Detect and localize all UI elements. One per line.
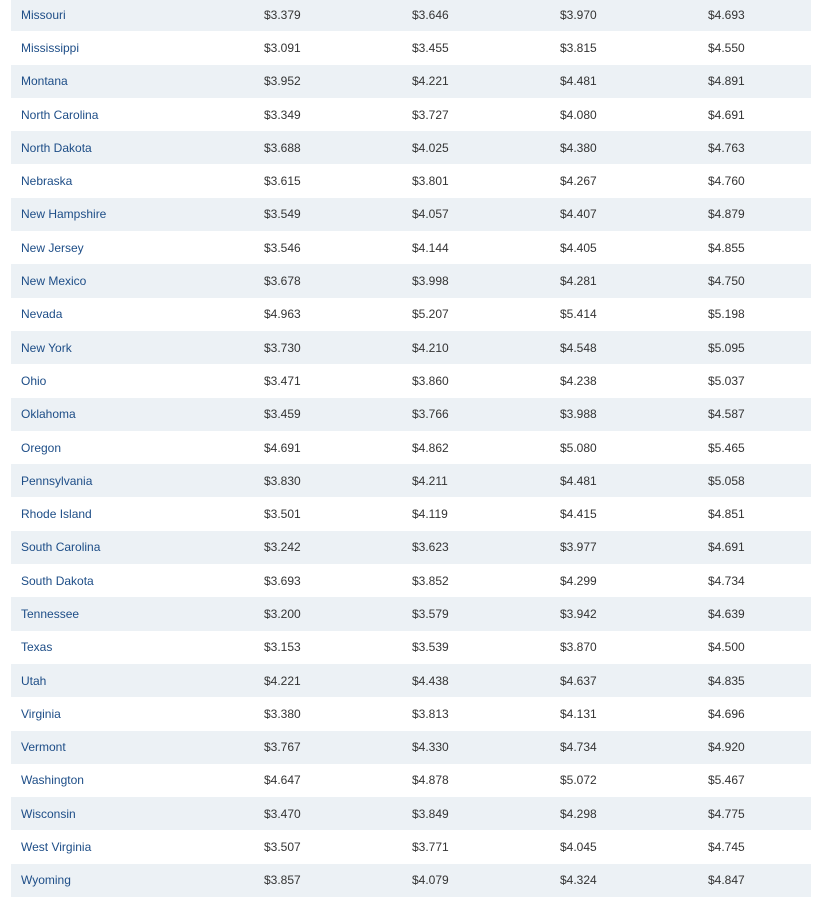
price-cell: $4.847 — [708, 873, 745, 888]
price-cell: $4.763 — [708, 140, 745, 155]
state-link[interactable]: Nebraska — [21, 174, 73, 189]
price-cell: $5.414 — [560, 307, 597, 322]
price-cell: $4.438 — [412, 673, 449, 688]
state-link[interactable]: Mississippi — [21, 40, 80, 55]
price-cell: $4.637 — [560, 673, 597, 688]
state-link[interactable]: North Dakota — [21, 140, 92, 155]
table-row — [11, 264, 811, 297]
price-cell: $4.851 — [708, 507, 745, 522]
table-row — [11, 597, 811, 630]
price-cell: $3.767 — [264, 740, 301, 755]
table-row — [11, 764, 811, 797]
price-cell: $3.349 — [264, 107, 301, 122]
price-cell: $4.079 — [412, 873, 449, 888]
price-cell: $3.970 — [560, 7, 597, 22]
price-cell: $4.481 — [560, 74, 597, 89]
price-cell: $3.539 — [412, 640, 449, 655]
price-cell: $3.952 — [264, 74, 301, 89]
price-cell: $4.734 — [708, 573, 745, 588]
price-cell: $4.045 — [560, 840, 597, 855]
price-cell: $3.860 — [412, 373, 449, 388]
state-link[interactable]: Virginia — [21, 706, 61, 721]
state-link[interactable]: Montana — [21, 74, 68, 89]
price-cell: $3.546 — [264, 240, 301, 255]
price-cell: $3.579 — [412, 606, 449, 621]
price-cell: $4.221 — [412, 74, 449, 89]
price-cell: $3.242 — [264, 540, 301, 555]
price-cell: $4.415 — [560, 507, 597, 522]
price-cell: $4.920 — [708, 740, 745, 755]
price-cell: $4.131 — [560, 706, 597, 721]
price-cell: $3.801 — [412, 174, 449, 189]
price-cell: $3.615 — [264, 174, 301, 189]
price-cell: $5.465 — [708, 440, 745, 455]
state-link[interactable]: New York — [21, 340, 72, 355]
price-cell: $3.849 — [412, 806, 449, 821]
price-cell: $4.639 — [708, 606, 745, 621]
state-link[interactable]: Oregon — [21, 440, 62, 455]
table-row — [11, 631, 811, 664]
price-cell: $4.025 — [412, 140, 449, 155]
price-cell: $3.988 — [560, 407, 597, 422]
price-cell: $5.058 — [708, 473, 745, 488]
price-cell: $3.830 — [264, 473, 301, 488]
state-link[interactable]: Ohio — [21, 373, 47, 388]
state-link[interactable]: Utah — [21, 673, 47, 688]
price-cell: $4.879 — [708, 207, 745, 222]
state-link[interactable]: Wisconsin — [21, 806, 76, 821]
price-cell: $3.459 — [264, 407, 301, 422]
price-cell: $3.942 — [560, 606, 597, 621]
state-link[interactable]: Washington — [21, 773, 84, 788]
table-row — [11, 198, 811, 231]
price-cell: $4.745 — [708, 840, 745, 855]
price-cell: $3.771 — [412, 840, 449, 855]
price-cell: $3.730 — [264, 340, 301, 355]
table-row — [11, 231, 811, 264]
price-cell: $4.878 — [412, 773, 449, 788]
price-cell: $5.207 — [412, 307, 449, 322]
price-cell: $4.691 — [708, 540, 745, 555]
state-link[interactable]: Nevada — [21, 307, 63, 322]
price-cell: $4.405 — [560, 240, 597, 255]
price-cell: $3.549 — [264, 207, 301, 222]
state-link[interactable]: West Virginia — [21, 840, 92, 855]
price-cell: $3.379 — [264, 7, 301, 22]
price-cell: $4.080 — [560, 107, 597, 122]
table-row — [11, 31, 811, 64]
price-cell: $3.852 — [412, 573, 449, 588]
price-cell: $4.221 — [264, 673, 301, 688]
price-cell: $5.467 — [708, 773, 745, 788]
price-cell: $4.734 — [560, 740, 597, 755]
price-cell: $3.678 — [264, 274, 301, 289]
price-cell: $4.775 — [708, 806, 745, 821]
table-row — [11, 864, 811, 897]
price-cell: $3.455 — [412, 40, 449, 55]
price-cell: $4.324 — [560, 873, 597, 888]
price-cell: $4.891 — [708, 74, 745, 89]
price-cell: $3.688 — [264, 140, 301, 155]
state-link[interactable]: Vermont — [21, 740, 66, 755]
table-row — [11, 664, 811, 697]
table-body — [11, 0, 811, 897]
state-link[interactable]: New Mexico — [21, 274, 87, 289]
price-cell: $4.281 — [560, 274, 597, 289]
price-cell: $5.198 — [708, 307, 745, 322]
price-cell: $3.380 — [264, 706, 301, 721]
price-cell: $3.091 — [264, 40, 301, 55]
price-cell: $3.501 — [264, 507, 301, 522]
price-cell: $4.691 — [264, 440, 301, 455]
price-cell: $4.330 — [412, 740, 449, 755]
price-cell: $4.298 — [560, 806, 597, 821]
price-cell: $4.587 — [708, 407, 745, 422]
price-cell: $3.857 — [264, 873, 301, 888]
price-cell: $3.998 — [412, 274, 449, 289]
price-cell: $4.144 — [412, 240, 449, 255]
price-cell: $3.646 — [412, 7, 449, 22]
state-link[interactable]: South Dakota — [21, 573, 94, 588]
table-row — [11, 98, 811, 131]
state-link[interactable]: Texas — [21, 640, 53, 655]
state-link[interactable]: Wyoming — [21, 873, 71, 888]
table-row — [11, 298, 811, 331]
table-row — [11, 697, 811, 730]
price-cell: $4.548 — [560, 340, 597, 355]
price-cell: $4.550 — [708, 40, 745, 55]
gas-prices-table — [11, 0, 811, 897]
table-row — [11, 131, 811, 164]
state-link[interactable]: Oklahoma — [21, 407, 76, 422]
table-row — [11, 731, 811, 764]
price-cell: $3.470 — [264, 806, 301, 821]
price-cell: $4.691 — [708, 107, 745, 122]
table-row — [11, 464, 811, 497]
price-cell: $4.267 — [560, 174, 597, 189]
price-cell: $4.057 — [412, 207, 449, 222]
state-link[interactable]: Missouri — [21, 7, 66, 22]
price-cell: $4.299 — [560, 573, 597, 588]
price-cell: $4.500 — [708, 640, 745, 655]
state-link[interactable]: Tennessee — [21, 606, 80, 621]
price-cell: $3.507 — [264, 840, 301, 855]
price-cell: $4.647 — [264, 773, 301, 788]
state-link[interactable]: South Carolina — [21, 540, 101, 555]
price-cell: $4.481 — [560, 473, 597, 488]
price-cell: $3.623 — [412, 540, 449, 555]
price-cell: $4.210 — [412, 340, 449, 355]
price-cell: $3.815 — [560, 40, 597, 55]
price-cell: $5.072 — [560, 773, 597, 788]
state-link[interactable]: New Jersey — [21, 240, 84, 255]
table-row — [11, 398, 811, 431]
price-cell: $3.693 — [264, 573, 301, 588]
price-cell: $4.855 — [708, 240, 745, 255]
price-cell: $5.080 — [560, 440, 597, 455]
state-link[interactable]: Rhode Island — [21, 507, 92, 522]
table-row — [11, 797, 811, 830]
price-cell: $4.380 — [560, 140, 597, 155]
state-link[interactable]: New Hampshire — [21, 207, 107, 222]
price-cell: $4.407 — [560, 207, 597, 222]
table-row — [11, 497, 811, 530]
price-cell: $4.862 — [412, 440, 449, 455]
state-link[interactable]: North Carolina — [21, 107, 99, 122]
table-row — [11, 431, 811, 464]
price-cell: $3.727 — [412, 107, 449, 122]
price-cell: $4.693 — [708, 7, 745, 22]
price-cell: $4.211 — [412, 473, 448, 488]
table-row — [11, 331, 811, 364]
table-row — [11, 531, 811, 564]
table-row — [11, 0, 811, 31]
price-cell: $3.977 — [560, 540, 597, 555]
price-cell: $3.471 — [264, 373, 301, 388]
table-row — [11, 164, 811, 197]
price-cell: $4.835 — [708, 673, 745, 688]
price-cell: $5.037 — [708, 373, 745, 388]
price-cell: $3.153 — [264, 640, 301, 655]
price-cell: $4.963 — [264, 307, 301, 322]
table-row — [11, 564, 811, 597]
price-cell: $4.696 — [708, 706, 745, 721]
price-cell: $4.760 — [708, 174, 745, 189]
price-cell: $3.813 — [412, 706, 449, 721]
price-cell: $4.750 — [708, 274, 745, 289]
state-link[interactable]: Pennsylvania — [21, 473, 93, 488]
table-row — [11, 830, 811, 863]
table-row — [11, 364, 811, 397]
table-row — [11, 65, 811, 98]
price-cell: $5.095 — [708, 340, 745, 355]
price-cell: $4.119 — [412, 507, 448, 522]
price-cell: $3.200 — [264, 606, 301, 621]
price-cell: $4.238 — [560, 373, 597, 388]
price-cell: $3.766 — [412, 407, 449, 422]
price-cell: $3.870 — [560, 640, 597, 655]
